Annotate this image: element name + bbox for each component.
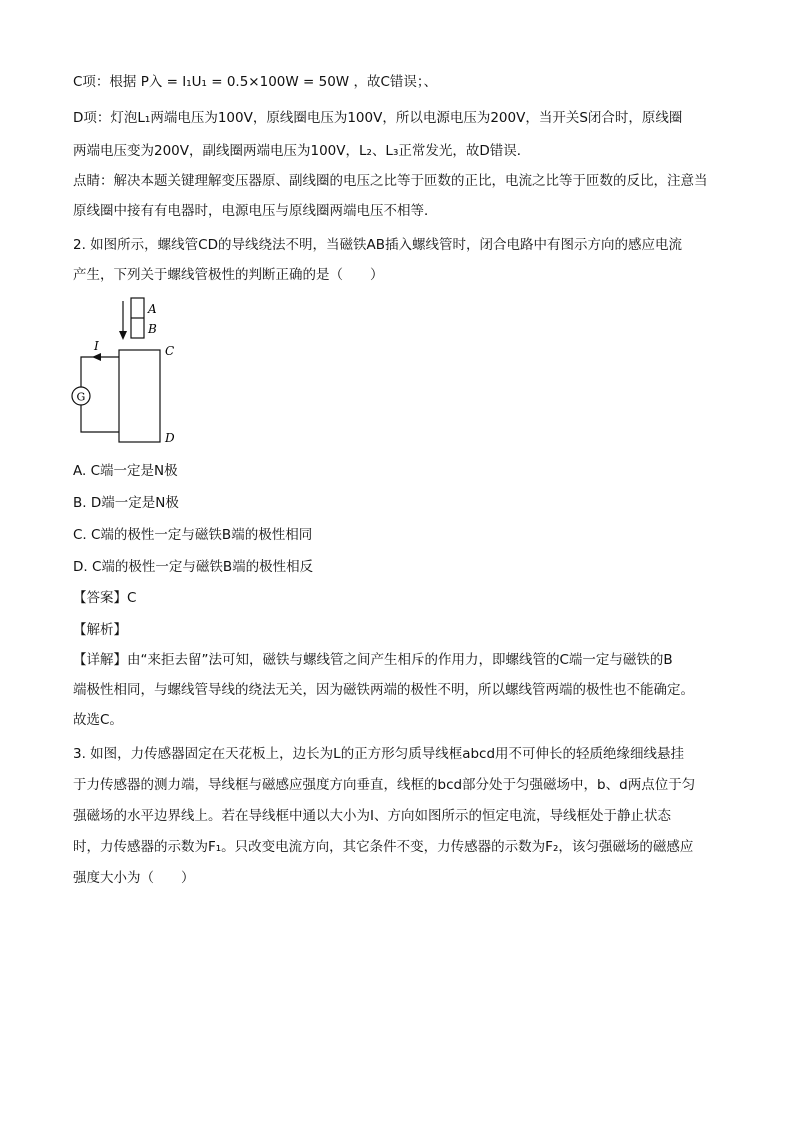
- magnet-label-a: A: [148, 302, 157, 316]
- answer-line: 【答案】C: [73, 590, 137, 606]
- option-d: D. C端的极性一定与磁铁B端的极性相反: [73, 559, 314, 575]
- d-item-line-2: 两端电压变为200V，副线圈两端电压为100V，L₂、L₃正常发光，故D错误．: [73, 143, 531, 159]
- question-3-line-4: 时，力传感器的示数为F₁。只改变电流方向，其它条件不变，力传感器的示数为F₂，该匀强磁场的磁感应: [73, 839, 694, 855]
- solenoid-cd: [119, 350, 160, 442]
- question-3-line-1: 3. 如图，力传感器固定在天花板上，边长为L的正方形匀质导线框abcd用不可伸长的轻质绝缘细线悬挂: [73, 746, 685, 762]
- magnet-motion-arrowhead: [119, 331, 127, 340]
- solenoid-circuit-figure: [70, 295, 190, 447]
- question-2-line-2: 产生，下列关于螺线管极性的判断正确的是（ ）: [73, 267, 384, 283]
- tip-line-2: 原线圈中接有有电器时，电源电压与原线圈两端电压不相等．: [73, 203, 438, 219]
- question-3-line-2: 于力传感器的测力端，导线框与磁感应强度方向垂直，线框的bcd部分处于匀强磁场中，b、d两点位于匀: [73, 777, 696, 793]
- solenoid-label-d: D: [165, 431, 175, 445]
- galvanometer-label: G: [76, 390, 86, 404]
- option-b: B. D端一定是N极: [73, 495, 179, 511]
- detail-line-1: 【详解】由“来拒去留”法可知，磁铁与螺线管之间产生相斥的作用力，即螺线管的C端一定与磁铁的B: [73, 652, 673, 668]
- analysis-heading: 【解析】: [73, 622, 127, 638]
- magnet-label-b: B: [148, 322, 157, 336]
- solenoid-label-c: C: [165, 344, 175, 358]
- detail-line-3: 故选C。: [73, 712, 123, 728]
- question-3-line-3: 强磁场的水平边界线上。若在导线框中通以大小为I、方向如图所示的恒定电流，导线框处于静止状态: [73, 808, 671, 824]
- bottom-wire: [81, 405, 119, 432]
- option-a: A. C端一定是N极: [73, 463, 178, 479]
- question-3-line-5: 强度大小为（ ）: [73, 870, 195, 886]
- c-item-line: C项：根据 P入 = I₁U₁ = 0.5×100W = 50W ，故C错误；、: [73, 74, 438, 90]
- question-2-line-1: 2. 如图所示，螺线管CD的导线绕法不明，当磁铁AB插入螺线管时，闭合电路中有图示方向的感应电流: [73, 237, 682, 253]
- option-c: C. C端的极性一定与磁铁B端的极性相同: [73, 527, 313, 543]
- d-item-line-1: D项：灯泡L₁两端电压为100V，原线圈电压为100V，所以电源电压为200V，当开关S闭合时，原线圈: [73, 110, 683, 126]
- detail-line-2: 端极性相同，与螺线管导线的绕法无关，因为磁铁两端的极性不明，所以螺线管两端的极性也不能确定。: [73, 682, 694, 698]
- current-label-i: I: [94, 339, 99, 353]
- tip-line-1: 点睛：解决本题关键理解变压器原、副线圈的电压之比等于匝数的正比，电流之比等于匝数的反比，注意当: [73, 173, 708, 189]
- current-arrow-icon: [92, 353, 101, 361]
- top-wire: [81, 357, 119, 387]
